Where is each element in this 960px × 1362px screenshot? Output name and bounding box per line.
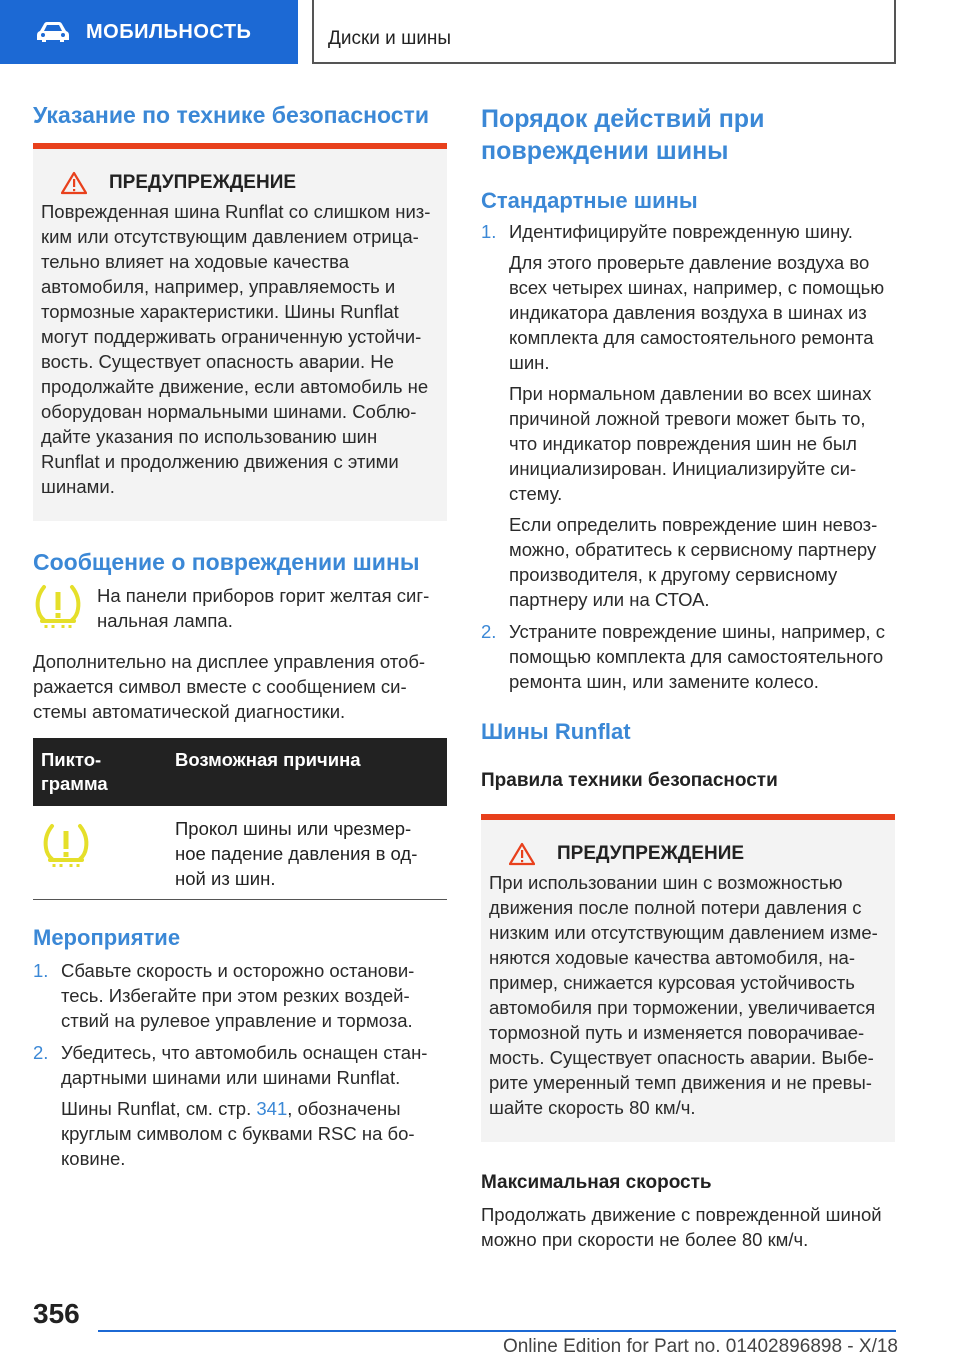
step1-para2: При нормальном давлении во всех шинах причиной ложной тревоги может быть то, что индикатор повреждения шин не был инициализирован. Инициализируйте си-стему.: [509, 383, 872, 504]
chapter-title: Диски и шины: [328, 28, 452, 49]
list-number: 1.: [33, 960, 49, 981]
list-number: 2.: [481, 621, 497, 642]
list-item: [33, 958, 447, 1033]
table-row: [33, 806, 447, 900]
warning-title-text: ПРЕДУПРЕЖДЕНИЕ: [557, 843, 745, 864]
warning-text: При использовании шин с возможностью движения после полной потери давления с низким или отсутствующим давлением изме-няются ходовые качества автомобиля, на-пример, снижается курсовая устойчивость автомобиля при торможении, увеличивается тормозной путь и изменяется поворачивае-мость. Существует опасность аварии. Выбе-рите умеренный темп движения и не превы-шайте скорость 80 км/ч.: [489, 872, 878, 1118]
list-item-text: Сбавьте скорость и осторожно останови-тесь. Избегайте при этом резких воздей-ствий на рулевое управление и тормоза.: [61, 960, 415, 1031]
list-item-text: Идентифицируйте поврежденную шину.: [509, 221, 853, 242]
list-item: [33, 1040, 447, 1171]
table-header-cause: Возможная причина: [167, 738, 447, 806]
list-item-text: Устраните повреждение шины, например, с помощью комплекта для самостоятельного ремонта шин, или замените колесо.: [509, 621, 885, 692]
right-column: [481, 100, 895, 1252]
measures-list: [33, 958, 447, 1171]
runflat-heading: Шины Runflat: [481, 719, 631, 744]
warning-text: Поврежденная шина Runflat со слишком низ-ким или отсутствующим давлением отрица-тельно влияет на ходовые качества автомобиля, например, управляемость и тормозные характеристики. Шины Runflat могут поддерживать ограниченную устойчи-вость. Существует опасность аварии. Не продолжайте движение, если автомобиль не оборудован нормальными шинами. Соблю-дайте указания по использованию шин Runflat и продолжению движения с этими шинами.: [41, 201, 431, 497]
step1-para1: Для этого проверьте давление воздуха во всех четырех шинах, например, с помощью индикатора давления воздуха в шинах из комплекта для самостоятельного ремонта шин.: [509, 252, 885, 373]
lamp-text: На панели приборов горит желтая сиг-нальная лампа.: [97, 585, 430, 631]
display-text: Дополнительно на дисплее управления отоб-ражается символ вместе с сообщением си-стемы автоматической диагностики.: [33, 651, 426, 722]
car-icon: [36, 21, 70, 43]
table-cell-icon: [33, 806, 167, 900]
warning-triangle-icon: [509, 842, 535, 866]
warning-title: [489, 842, 887, 866]
lamp-info: [33, 583, 447, 633]
warning-box: [33, 143, 447, 521]
procedure-list: [481, 219, 895, 694]
max-speed-heading: Максимальная скорость: [481, 1172, 712, 1193]
table-cell-cause: Прокол шины или чрезмер-ное падение давления в од-ной из шин.: [167, 806, 447, 900]
standard-tires-heading: Стандартные шины: [481, 188, 698, 213]
list-item-text: Убедитесь, что автомобиль оснащен стан-дартными шинами или шинами Runflat.: [61, 1042, 428, 1088]
list-number: 2.: [33, 1042, 49, 1063]
footer-edition: Online Edition for Part no. 01402896898 - X/18: [502, 1336, 898, 1357]
max-speed-text: Продолжать движение с поврежденной шиной можно при скорости не более 80 км/ч.: [481, 1204, 882, 1250]
warning-box: [481, 814, 895, 1142]
table-header-pictogram: Пикто-грамма: [33, 738, 167, 806]
safety-heading: Указание по технике безопасности: [33, 102, 429, 128]
tire-pressure-warning-icon: [41, 822, 91, 868]
procedure-heading: Порядок действий при повреждении шины: [481, 105, 765, 165]
message-heading: Сообщение о повреждении шины: [33, 549, 420, 575]
runflat-reference: Шины Runflat, см. стр. 341, обозначены круглым символом с буквами RSC на бо-ковине.: [61, 1098, 415, 1169]
warning-title: [41, 171, 439, 195]
list-item: [481, 219, 895, 612]
measures-heading: Мероприятие: [33, 925, 181, 950]
step1-para3: Если определить повреждение шин невоз-можно, обратитесь к сервисному партнеру производителя, к другому сервисному партнеру или на СТОА.: [509, 514, 878, 610]
safety-rules-heading: Правила техники безопасности: [481, 770, 778, 791]
footer-divider: [98, 1330, 896, 1332]
list-number: 1.: [481, 221, 497, 242]
tire-pressure-warning-icon: [33, 583, 83, 629]
warning-title-text: ПРЕДУПРЕЖДЕНИЕ: [109, 172, 297, 193]
page-link-341[interactable]: 341: [256, 1098, 288, 1119]
section-title: МОБИЛЬНОСТЬ: [86, 20, 252, 43]
left-column: [33, 100, 447, 1171]
pictogram-table: [33, 738, 447, 900]
section-tab[interactable]: [0, 0, 298, 64]
chapter-header: [312, 0, 896, 64]
list-item: [481, 619, 895, 694]
warning-triangle-icon: [61, 171, 87, 195]
page-number: 356: [33, 1298, 80, 1329]
